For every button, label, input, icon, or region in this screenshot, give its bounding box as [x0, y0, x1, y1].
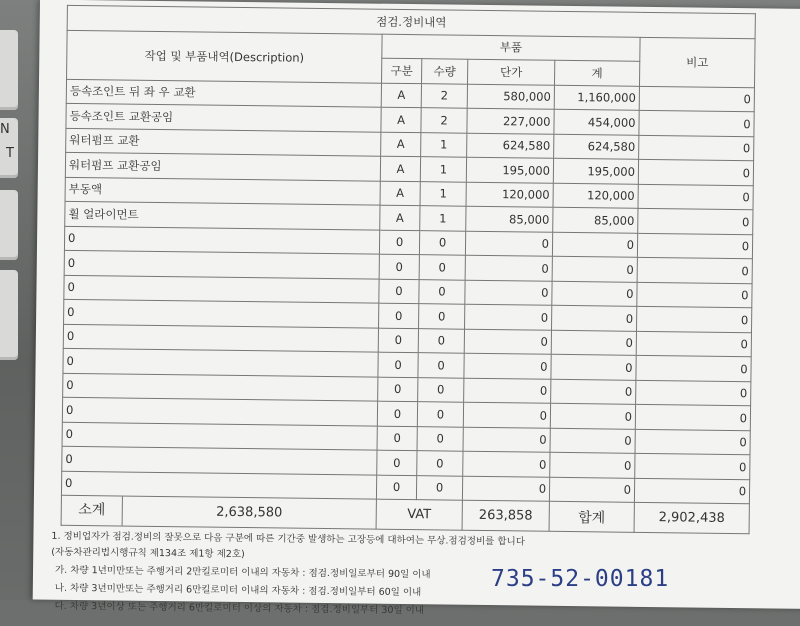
item-qty: 1 [421, 132, 467, 157]
item-description: 0 [61, 471, 376, 499]
item-total: 1,160,000 [554, 85, 639, 111]
item-qty: 0 [418, 328, 464, 353]
item-type: 0 [376, 475, 416, 500]
item-qty: 0 [419, 255, 465, 280]
item-total: 0 [550, 403, 635, 429]
item-type: A [381, 83, 421, 108]
item-total: 0 [551, 330, 636, 356]
item-description: 0 [63, 324, 378, 352]
item-remark: 0 [634, 478, 749, 504]
item-total: 0 [552, 232, 637, 258]
item-total: 624,580 [554, 134, 639, 160]
item-unit-price: 85,000 [466, 206, 553, 232]
item-description: 0 [64, 299, 379, 327]
item-description: 등속조인트 뒤 좌 우 교환 [66, 79, 381, 107]
item-description: 0 [64, 250, 379, 278]
grand-total-value: 2,902,438 [634, 502, 749, 533]
item-type: A [380, 156, 420, 181]
item-type: 0 [377, 426, 417, 451]
item-qty: 1 [420, 157, 466, 182]
item-description: 0 [62, 446, 377, 474]
item-unit-price: 0 [464, 353, 551, 379]
item-qty: 0 [417, 426, 463, 451]
item-qty: 0 [417, 451, 463, 476]
repair-invoice-paper [33, 0, 800, 617]
header-remarks: 비고 [639, 37, 755, 87]
item-qty: 0 [419, 279, 465, 304]
item-unit-price: 0 [463, 427, 550, 453]
item-qty: 0 [416, 475, 462, 500]
item-description: 0 [63, 373, 378, 401]
item-type: A [381, 132, 421, 157]
item-remark: 0 [637, 257, 752, 283]
item-unit-price: 580,000 [467, 84, 554, 110]
item-unit-price: 195,000 [466, 157, 553, 183]
item-unit-price: 624,580 [467, 133, 554, 159]
item-type: 0 [379, 254, 419, 279]
item-description: 휠 얼라이먼트 [65, 201, 380, 229]
item-remark: 0 [636, 355, 751, 381]
item-remark: 0 [636, 306, 751, 332]
header-unit-price: 단가 [468, 59, 555, 85]
item-type: 0 [379, 279, 419, 304]
item-total: 0 [551, 379, 636, 405]
item-remark: 0 [635, 453, 750, 479]
item-qty: 1 [420, 181, 466, 206]
keyboard-label: T [6, 146, 14, 161]
item-remark: 0 [639, 110, 754, 136]
subtotal-label: 소계 [62, 496, 123, 526]
item-remark: 0 [638, 184, 753, 210]
item-unit-price: 0 [463, 451, 550, 477]
item-remark: 0 [639, 86, 754, 112]
item-type: 0 [378, 328, 418, 353]
note-line: (자동차관리법시행규칙 제134조 제1항 제2호) [51, 546, 245, 561]
note-line: 가. 차량 1년미만또는 주행거리 2만킬로미터 이내의 자동차 : 점검.정비일로부터 90일 이내 [54, 564, 431, 581]
item-description: 워터펌프 교환 [66, 128, 381, 156]
item-remark: 0 [635, 404, 750, 430]
header-description: 작업 및 부품내역(Description) [67, 30, 383, 83]
vat-label: VAT [376, 499, 462, 530]
item-qty: 0 [418, 353, 464, 378]
item-type: A [380, 205, 420, 230]
keyboard-key [0, 30, 18, 110]
item-type: 0 [377, 401, 417, 426]
item-total: 120,000 [553, 183, 638, 209]
item-description: 워터펌프 교환공임 [65, 152, 380, 180]
keyboard-label: N [0, 122, 10, 137]
item-total: 0 [552, 281, 637, 307]
item-total: 454,000 [554, 109, 639, 135]
maintenance-table [61, 5, 756, 534]
item-unit-price: 0 [462, 476, 549, 502]
item-qty: 0 [419, 230, 465, 255]
item-remark: 0 [639, 135, 754, 161]
item-description: 0 [62, 397, 377, 425]
item-unit-price: 120,000 [466, 182, 553, 208]
item-qty: 2 [421, 83, 467, 108]
subtotal-value: 2,638,580 [216, 504, 283, 521]
item-remark: 0 [637, 282, 752, 308]
header-parts: 부품 [382, 34, 640, 62]
item-total: 85,000 [553, 207, 638, 233]
item-remark: 0 [636, 380, 751, 406]
item-total: 0 [550, 428, 635, 454]
item-remark: 0 [638, 208, 753, 234]
item-unit-price: 0 [465, 231, 552, 257]
item-type: 0 [378, 352, 418, 377]
item-description: 0 [63, 348, 378, 376]
item-total: 0 [552, 305, 637, 331]
item-type: A [381, 107, 421, 132]
vat-value: 263,858 [462, 500, 549, 531]
item-description: 0 [64, 226, 379, 254]
header-type: 구분 [382, 58, 422, 83]
item-unit-price: 0 [464, 378, 551, 404]
item-qty: 0 [417, 402, 463, 427]
note-line: 다. 차량 3년이상 또는 주행거리 6만킬로미터 이상의 자동차 : 점검.정비일부터 30일 이내 [54, 600, 425, 617]
item-total: 0 [552, 256, 637, 282]
note-line: 1. 정비업자가 점검.정비의 잘못으로 다음 구분에 따른 기간중 발생하는 고장등에 대하여는 무상.점검정비를 합니다 [51, 530, 525, 548]
item-type: 0 [378, 377, 418, 402]
item-unit-price: 0 [463, 402, 550, 428]
table-title: 점검.정비내역 [67, 5, 755, 38]
item-unit-price: 0 [464, 329, 551, 355]
item-description: 0 [62, 422, 377, 450]
item-unit-price: 0 [465, 280, 552, 306]
note-line: 나. 차량 3년미만또는 주행거리 6만킬로미터 이내의 자동차 : 점검.정비일부터 60일 이내 [54, 582, 422, 599]
item-qty: 0 [418, 377, 464, 402]
item-remark: 0 [638, 159, 753, 185]
item-unit-price: 0 [465, 255, 552, 281]
item-type: 0 [377, 450, 417, 475]
stamp-number: 735-52-00181 [491, 566, 670, 592]
keyboard-key [0, 190, 18, 260]
item-total: 0 [549, 477, 634, 503]
item-total: 0 [551, 354, 636, 380]
item-type: 0 [379, 230, 419, 255]
header-total: 계 [554, 60, 639, 86]
item-remark: 0 [635, 429, 750, 455]
item-description: 등속조인트 교환공임 [66, 103, 381, 131]
item-type: A [380, 181, 420, 206]
header-qty: 수량 [422, 59, 468, 84]
item-unit-price: 0 [465, 304, 552, 330]
item-remark: 0 [636, 331, 751, 357]
item-type: 0 [379, 303, 419, 328]
item-description: 부동액 [65, 177, 380, 205]
keyboard-key [0, 270, 18, 360]
item-description: 0 [64, 275, 379, 303]
item-unit-price: 227,000 [467, 108, 554, 134]
item-qty: 0 [419, 304, 465, 329]
item-total: 195,000 [553, 158, 638, 184]
item-total: 0 [550, 452, 635, 478]
item-qty: 2 [421, 108, 467, 133]
grand-total-label: 합계 [549, 501, 634, 532]
item-remark: 0 [637, 233, 752, 259]
item-qty: 1 [420, 206, 466, 231]
subtotal-cell [61, 495, 376, 529]
